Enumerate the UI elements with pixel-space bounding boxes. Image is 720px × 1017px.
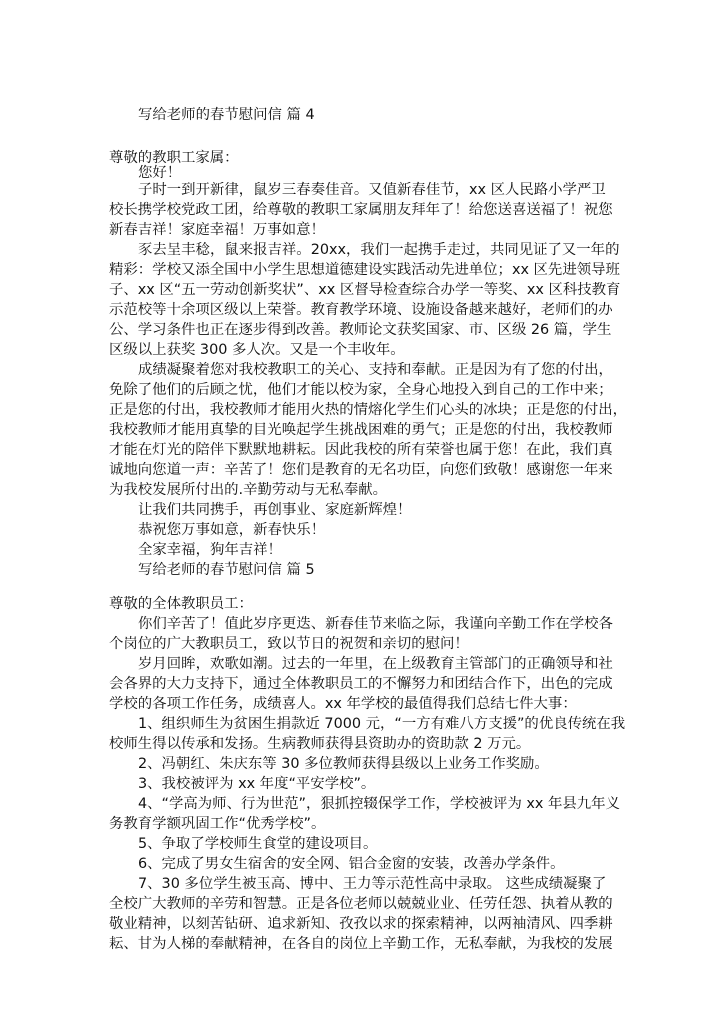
paragraph-line: 全家幸福，狗年吉祥！ [138,542,282,558]
section-title: 写给老师的春节慰问信 篇 4 [138,107,315,123]
list-item: 7、30 多位学生被玉高、博中、王力等示范性高中录取。 这些成绩凝聚了 [138,876,607,892]
paragraph-line: 会各界的大力支持下，通过全体教职员工的不懈努力和团结合作下，出色的完成 [109,676,613,692]
salutation: 尊敬的教职工家属： [109,150,239,166]
list-item: 5、争取了学校师生食堂的建设项目。 [138,836,378,852]
paragraph-line: 你们辛苦了！值此岁序更迭、新春佳节来临之际，我谨向辛勤工作在学校各 [138,616,613,632]
paragraph-line: 免除了他们的后顾之忧，他们才能以校为家，全身心地投入到自己的工作中来； [109,382,613,398]
paragraph-line: 区级以上获奖 300 多人次。又是一个丰收年。 [109,342,405,358]
salutation: 尊敬的全体教职员工： [109,596,253,612]
paragraph-line: 成绩凝聚着您对我校教职工的关心、支持和奉献。正是因为有了您的付出， [138,362,613,378]
paragraph-line: 敬业精神，以刻苦钻研、追求新知、孜孜以求的探索精神，以两袖清风、四季耕 [109,916,613,932]
paragraph-line: 务教育学额巩固工作“优秀学校”。 [109,816,326,832]
paragraph-line: 豕去呈丰稔，鼠来报吉祥。20xx，我们一起携手走过，共同见证了又一年的 [138,242,620,258]
list-item: 3、我校被评为 xx 年度“平安学校”。 [138,776,376,792]
paragraph-line: 示范校等十余项区级以上荣誉。教育教学环境、设施设备越来越好，老师们的办 [109,302,613,318]
section-title: 写给老师的春节慰问信 篇 5 [138,562,315,578]
paragraph-line: 耘、甘为人梯的奉献精神，在各自的岗位上辛勤工作，无私奉献，为我校的发展 [109,936,613,952]
paragraph-line: 我校教师才能用真挚的目光唤起学生挑战困难的勇气；正是您的付出，我校教师 [109,422,613,438]
paragraph-line: 为我校发展所付出的.辛勤劳动与无私奉献。 [109,482,387,498]
paragraph-line: 学校的各项工作任务，成绩喜人。xx 年学校的最值得我们总结七件大事： [109,696,577,712]
list-item: 2、冯朝红、朱庆东等 30 多位教师获得县级以上业务工作奖励。 [138,756,549,772]
paragraph-line: 校师生得以传承和发扬。生病教师获得县资助办的资助款 2 万元。 [109,736,531,752]
paragraph-line: 恭祝您万事如意，新春快乐！ [138,522,326,538]
greeting: 您好！ [138,165,182,181]
paragraph-line: 新春吉祥！家庭幸福！万事如意！ [109,222,325,238]
paragraph-line: 才能在灯光的陪伴下默默地耕耘。因此我校的所有荣誉也属于您！在此，我们真 [109,442,613,458]
paragraph-line: 子时一到开新律，鼠岁三春奏佳音。又值新春佳节，xx 区人民路小学严卫 [138,182,606,198]
paragraph-line: 个岗位的广大教职员工，致以节日的祝贺和亲切的慰问！ [109,636,469,652]
list-item: 6、完成了男女生宿舍的安全网、铝合金窗的安装，改善办学条件。 [138,856,565,872]
paragraph-line: 全校广大教师的辛劳和智慧。正是各位老师以兢兢业业、任劳任怨、执着从教的 [109,896,613,912]
paragraph-line: 岁月回眸，欢歌如潮。过去的一年里，在上级教育主管部门的正确领导和社 [138,656,613,672]
paragraph-line: 子、xx 区“五一劳动创新奖状”、xx 区督导检查综合办学一等奖、xx 区科技教育 [109,282,621,298]
paragraph-line: 精彩：学校又添全国中小学生思想道德建设实践活动先进单位；xx 区先进领导班 [109,262,620,278]
paragraph-line: 校长携学校党政工团，给尊敬的教职工家属朋友拜年了！给您送喜送福了！祝您 [109,202,613,218]
list-item: 1、组织师生为贫困生捐款近 7000 元，“一方有难八方支援”的优良传统在我 [138,716,626,732]
list-item: 4、“学高为师、行为世范”，狠抓控辍保学工作，学校被评为 xx 年县九年义 [138,796,620,812]
paragraph-line: 让我们共同携手，再创事业、家庭新辉煌！ [138,502,412,518]
paragraph-line: 正是您的付出，我校教师才能用火热的情熔化学生们心头的冰块；正是您的付出， [109,402,628,418]
paragraph-line: 公、学习条件也正在逐步得到改善。教师论文获奖国家、市、区级 26 篇，学生 [109,322,612,338]
paragraph-line: 诚地向您道一声：辛苦了！您们是教育的无名功臣，向您们致敬！感谢您一年来 [109,462,613,478]
